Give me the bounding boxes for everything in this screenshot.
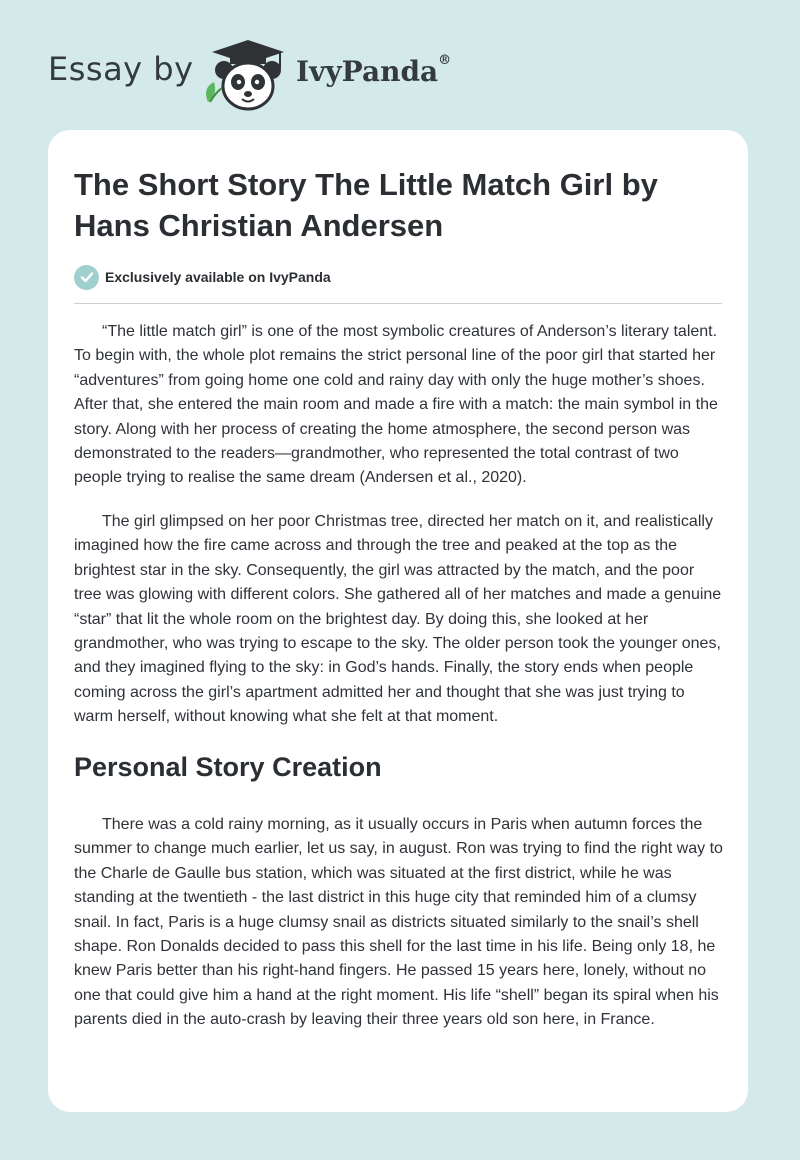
- divider: [74, 303, 722, 304]
- paragraph-1: “The little match girl” is one of the most symbolic creatures of Anderson’s literary talent. To begin with, the whole plot remains the strict personal line of the poor girl that started her “adventures” from going home one cold and rainy day with only the huge mother’s shoes. After that, she entered the main room and made a fire with a match: the main symbol in the story. Along with her process of creating the home atmosphere, the second person was demonstrated to the readers—grandmother, who represented the total contrast of two people trying to realise the same dream (Andersen et al., 2020).: [74, 323, 718, 487]
- essay-title: The Short Story The Little Match Girl by Hans Christian Andersen: [74, 167, 658, 243]
- badge-text: Exclusively available on IvyPanda: [105, 269, 331, 285]
- check-icon: [74, 265, 99, 290]
- brand-name[interactable]: IvyPanda®: [296, 53, 452, 88]
- site-header: [0, 0, 800, 130]
- section-heading: Personal Story Creation: [74, 752, 382, 782]
- essay-by-label: Essay by: [48, 50, 194, 88]
- essay-card: [48, 130, 748, 1112]
- paragraph-2: The girl glimpsed on her poor Christmas tree, directed her match on it, and realistically imagined how the fire came across and through the tree and peaked at the top as the brightest star in the sky. Consequently, the girl was attracted by the match, and the poor tree was glowing with different colors. She gathered all of her matches and made a genuine “star” that lit the whole room on the brightest day. By doing this, she looked at her grandmother, who was trying to escape to the sky. The older person took the younger ones, and they imagined flying to the sky: in God’s hands. Finally, the story ends when people coming across the girl’s apartment admitted her and thought that she was just trying to warm herself, without knowing what she felt at that moment.: [74, 513, 722, 726]
- exclusive-badge: [74, 264, 331, 290]
- registered-mark: ®: [438, 53, 452, 68]
- panda-logo-icon[interactable]: [200, 36, 290, 112]
- paragraph-3: There was a cold rainy morning, as it usually occurs in Paris when autumn forces the summer to change much earlier, let us say, in august. Ron was trying to find the right way to the Charle de Gaulle bus station, which was situated at the first district, while he was standing at the twentieth - the last district in this huge city that reminded him of a clumsy snail. In fact, Paris is a huge clumsy snail as districts situated similarly to the snail’s shell shape. Ron Donalds decided to pass this shell for the last time in his life. Being only 18, he knew Paris better than his right-hand fingers. He passed 15 years here, lonely, without no one that could give him a hand at the right moment. His life “shell” began its spiral when his parents died in the auto-crash by leaving their three years old son here, in France.: [74, 816, 723, 1029]
